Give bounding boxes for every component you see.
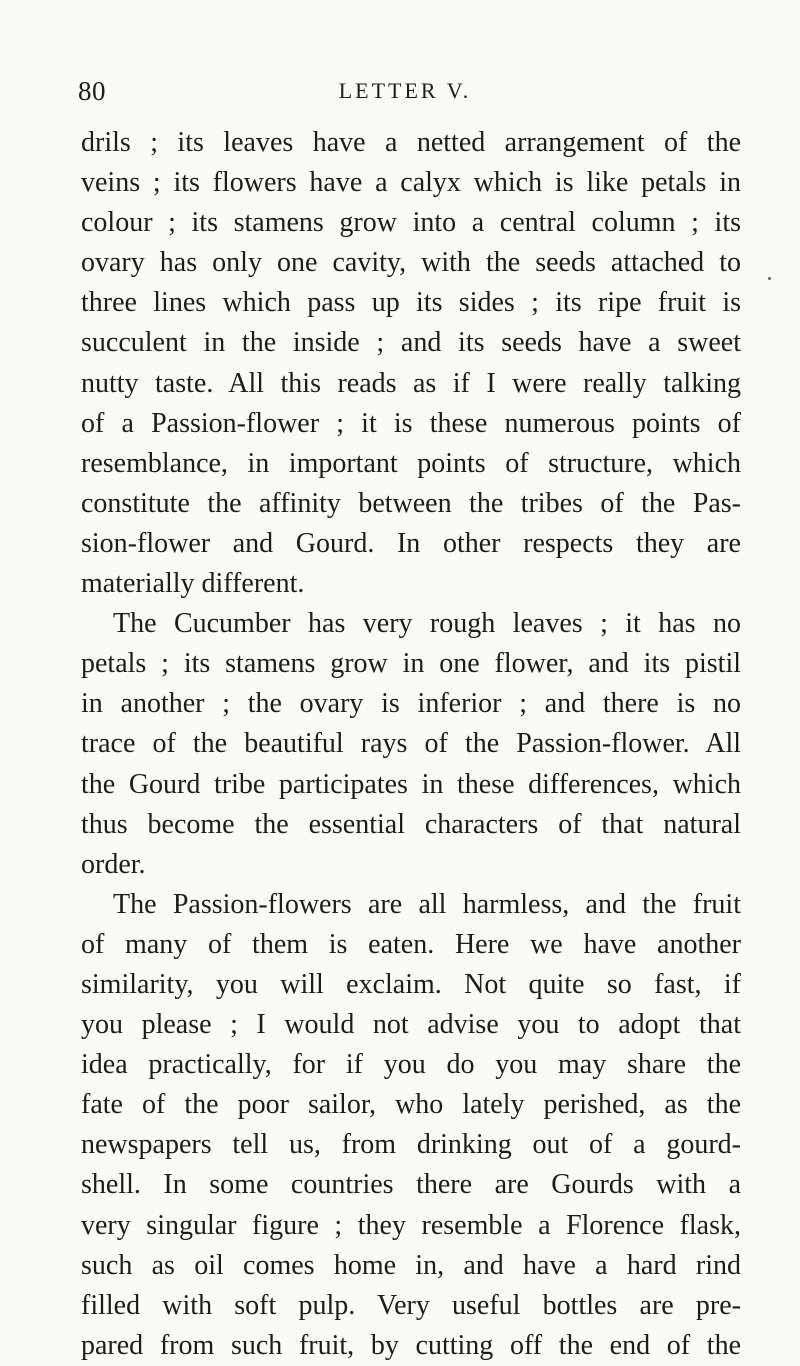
text-line: colour ; its stamens grow into a central column ; its [81, 207, 741, 239]
text-line: thus become the essential characters of that natural [81, 808, 741, 840]
page-header [78, 76, 732, 116]
text-line: sion-flower and Gourd. In other respects they are [81, 527, 741, 559]
running-head: LETTER V. [338, 78, 472, 103]
text-line: very singular figure ; they resemble a Florence flask, [81, 1209, 741, 1241]
text-line: such as oil comes home in, and have a hard rind [81, 1249, 741, 1281]
text-line: pared from such fruit, by cutting off the end of the [81, 1329, 741, 1361]
paragraph-start-line: The Cucumber has very rough leaves ; it has no [113, 608, 741, 640]
text-line: trace of the beautiful rays of the Passion-flower. All [81, 728, 741, 760]
text-line: filled with soft pulp. Very useful bottles are pre- [81, 1289, 741, 1321]
text-line: resemblance, in important points of structure, which [81, 447, 741, 479]
text-line: nutty taste. All this reads as if I were really talking [81, 367, 741, 399]
text-line: ovary has only one cavity, with the seeds attached to [81, 247, 741, 279]
margin-speck [768, 277, 771, 280]
text-line: shell. In some countries there are Gourds with a [81, 1169, 741, 1201]
body-text [81, 123, 741, 1366]
text-line: succulent in the inside ; and its seeds have a sweet [81, 327, 741, 359]
text-line: drils ; its leaves have a netted arrangement of the [81, 127, 741, 158]
text-line: constitute the affinity between the tribes of the Pas- [81, 487, 741, 519]
text-line: newspapers tell us, from drinking out of a gourd- [81, 1129, 741, 1161]
paragraph-start-line: The Passion-flowers are all harmless, and the fruit [113, 888, 741, 920]
paragraph-end-line: order. [81, 848, 146, 880]
text-line: of a Passion-flower ; it is these numerous points of [81, 407, 741, 439]
text-line: petals ; its stamens grow in one flower, and its pistil [81, 648, 741, 680]
paragraph-end-line: materially different. [81, 568, 305, 600]
text-line: you please ; I would not advise you to adopt that [81, 1009, 741, 1041]
text-line: in another ; the ovary is inferior ; and there is no [81, 688, 741, 720]
page-number: 80 [78, 76, 106, 106]
text-line: similarity, you will exclaim. Not quite so fast, if [81, 968, 741, 1000]
text-line: fate of the poor sailor, who lately perished, as the [81, 1089, 741, 1121]
text-line: idea practically, for if you do you may share the [81, 1049, 741, 1081]
text-line: of many of them is eaten. Here we have another [81, 928, 741, 960]
text-line: three lines which pass up its sides ; its ripe fruit is [81, 287, 741, 319]
text-line: veins ; its flowers have a calyx which is like petals in [81, 167, 741, 199]
text-line: the Gourd tribe participates in these differences, which [81, 768, 741, 800]
